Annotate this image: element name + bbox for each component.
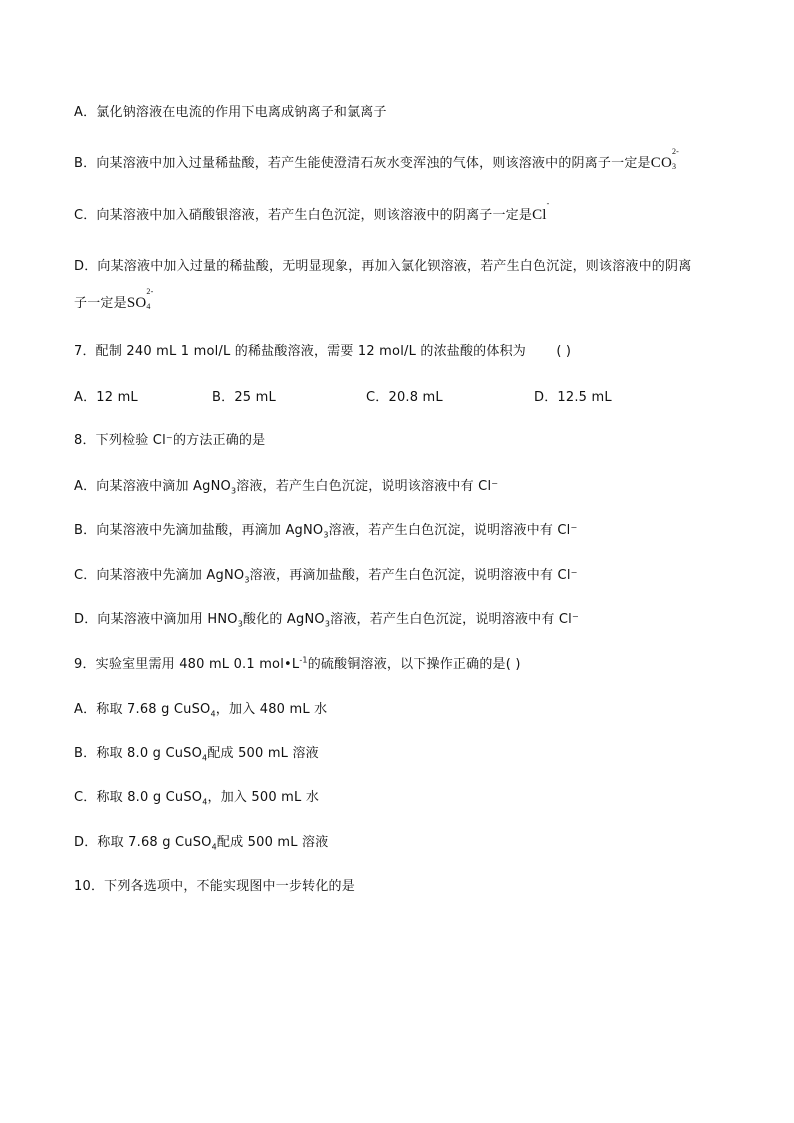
q8-stem xyxy=(74,432,265,450)
q6-option-d-line2 xyxy=(74,287,154,313)
q6-option-a xyxy=(74,104,387,122)
q6-option-a-text: A．氯化钠溶液在电流的作用下电离成钠离子和氯离子 xyxy=(74,105,387,120)
subscript: 4 xyxy=(202,753,208,763)
q9-option-a: A．称取 7.68 g CuSO$_4$，加入 480 mL 水 xyxy=(74,702,328,719)
q6-option-b-text: B．向某溶液中加入过量稀盐酸，若产生能使澄清石灰水变浑浊的气体，则该溶液中的阴离子一定是 xyxy=(74,156,651,171)
q7-options xyxy=(74,389,612,407)
q8-option-b: B．向某溶液中先滴加盐酸，再滴加 AgNO$_3$溶液，若产生白色沉淀，说明溶液中有 Cl⁻ xyxy=(74,523,578,540)
q10-stem-text: 10．下列各选项中，不能实现图中一步转化的是 xyxy=(74,879,355,894)
q7-option-a: A．12 mL xyxy=(74,390,138,405)
carbonate-subscript: 3 xyxy=(671,162,677,171)
q9-stem: 9．实验室里需用 480 mL 0.1 $mol•L^{-1}$的硫酸铜溶液，以下操作正确的是( ) xyxy=(74,655,521,672)
subscript: 4 xyxy=(211,842,217,852)
sulfate-charge: 2- xyxy=(146,287,154,296)
q6-option-d-text: D．向某溶液中加入过量的稀盐酸，无明显现象，再加入氯化钡溶液，若产生白色沉淀，则该溶液中的阴离 xyxy=(74,259,692,274)
subscript: 4 xyxy=(202,797,208,807)
q6-option-d-text-2: 子一定是 xyxy=(74,296,127,311)
q8-option-c: C．向某溶液中先滴加 AgNO$_3$溶液，再滴加盐酸，若产生白色沉淀，说明溶液中有 Cl⁻ xyxy=(74,568,578,585)
chloride-ion: Cl - xyxy=(532,199,550,223)
sulfate-ion: SO 2- 4 xyxy=(126,287,154,311)
q6-option-d-line1 xyxy=(74,258,691,276)
q9-option-b: B．称取 8.0 g CuSO$_4$配成 500 mL 溶液 xyxy=(74,746,319,763)
q7-stem xyxy=(74,343,571,361)
sulfate-subscript: 4 xyxy=(146,302,151,311)
subscript: 3 xyxy=(244,575,250,585)
q7-option-c: C．20.8 mL xyxy=(366,390,443,405)
carbonate-ion: CO 2- 3 xyxy=(650,147,680,171)
q6-option-c xyxy=(74,199,550,225)
q6-option-c-text: C．向某溶液中加入硝酸银溶液，若产生白色沉淀，则该溶液中的阴离子一定是 xyxy=(74,208,533,223)
q8-stem-text: 8．下列检验 Cl⁻的方法正确的是 xyxy=(74,433,266,448)
q9-option-d: D．称取 7.68 g CuSO$_4$配成 500 mL 溶液 xyxy=(74,835,329,852)
q10-stem xyxy=(74,878,355,896)
q7-stem-text: 7．配制 240 mL 1 mol/L 的稀盐酸溶液，需要 12 mol/L 的浓盐酸的体积为 xyxy=(74,344,526,359)
q8-option-a: A．向某溶液中滴加 AgNO$_3$溶液，若产生白色沉淀，说明该溶液中有 Cl⁻ xyxy=(74,479,499,496)
q8-option-d: D．向某溶液中滴加用 $HNO_3$酸化的 AgNO$_3$溶液，若产生白色沉淀，说明溶液中有 Cl⁻ xyxy=(74,612,580,629)
q7-answer-blank: ( ) xyxy=(556,344,572,359)
chloride-charge: - xyxy=(546,199,550,208)
subscript: 3 xyxy=(323,530,329,540)
q7-option-d: D．12.5 mL xyxy=(534,390,612,405)
subscript: 3 xyxy=(230,486,237,496)
subscript: 3 xyxy=(237,619,243,629)
q6-option-b xyxy=(74,147,680,173)
subscript: 4 xyxy=(210,709,216,719)
q9-answer-blank: ( ) xyxy=(505,657,521,672)
subscript: 3 xyxy=(324,619,331,629)
q9-option-c: C．称取 8.0 g CuSO$_4$，加入 500 mL 水 xyxy=(74,790,320,807)
superscript: -1 xyxy=(299,655,308,665)
carbonate-charge: 2- xyxy=(671,147,680,156)
q7-option-b: B．25 mL xyxy=(212,390,276,405)
